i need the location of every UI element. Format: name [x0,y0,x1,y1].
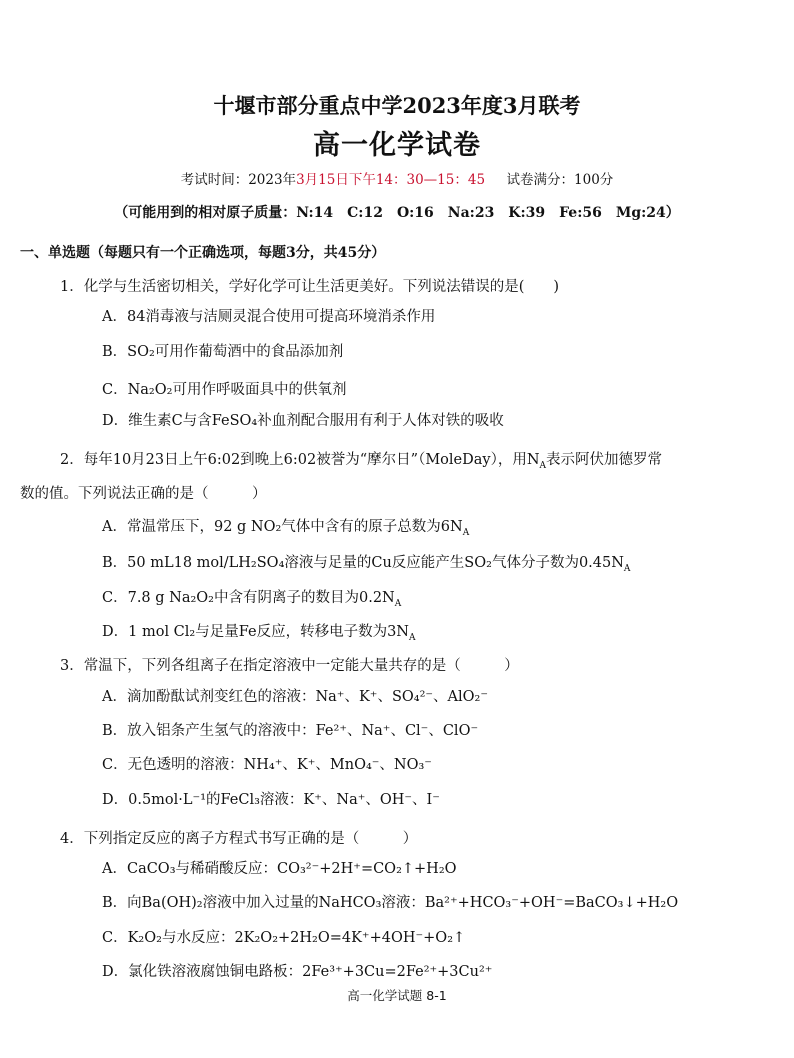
q1-option-a: A．84消毒液与洁厕灵混合使用可提高环境消杀作用 [102,309,436,325]
q4-option-b: B．向Ba(OH)₂溶液中加入过量的NaHCO₃溶液：Ba²⁺+HCO₃⁻+OH⁻=BaCO₃↓+H₂O [102,895,679,911]
q4-option-d: D．氯化铁溶液腐蚀铜电路板：2Fe³⁺+3Cu=2Fe²⁺+3Cu²⁺ [102,964,493,980]
q2-stem-line2: 数的值。下列说法正确的是（ ） [20,486,267,502]
exam-time-label: 考试时间：2023年 [180,172,297,188]
q3-option-b: B．放入铝条产生氢气的溶液中：Fe²⁺、Na⁺、Cl⁻、ClO⁻ [102,723,479,739]
section-title: 一、单选题（每题只有一个正确选项，每题3分，共45分） [20,245,386,261]
q2-option-a-text: A．常温常压下，92 g NO₂气体中含有的原子总数为6N [102,519,463,535]
exam-title: 十堰市部分重点中学2023年度3月联考 [213,93,581,118]
q2-option-b-text: B．50 mL18 mol/LH₂SO₄溶液与足量的Cu反应能产生SO₂气体分子数为0.45N [102,555,624,571]
full-score: 试卷满分：100分 [506,172,614,188]
na-sub: A [623,563,631,574]
q2-option-a [102,517,469,537]
na-sub: A [409,632,416,643]
q4-option-c: C．K₂O₂与水反应：2K₂O₂+2H₂O=4K⁺+4OH⁻+O₂↑ [102,930,466,946]
q4-stem: 4．下列指定反应的离子方程式书写正确的是（ ） [60,831,418,847]
q2-option-c [102,588,401,608]
q1-option-b: B．SO₂可用作葡萄酒中的食品添加剂 [102,344,344,360]
exam-time-value: 3月15日下午14：30—15：45 [296,172,486,188]
q3-option-a: A．滴加酚酞试剂变红色的溶液：Na⁺、K⁺、SO₄²⁻、AlO₂⁻ [102,689,489,705]
q2-stem-text: 2．每年10月23日上午6:02到晚上6:02被誉为“摩尔日”（MoleDay），用N [60,452,540,468]
q1-option-d: D．维生素C与含FeSO₄补血剂配合服用有利于人体对铁的吸收 [102,413,504,429]
q2-option-b [102,553,630,573]
exam-info [0,170,794,190]
q2-option-d-text: D．1 mol Cl₂与足量Fe反应，转移电子数为3N [102,624,409,640]
exam-subtitle: 高一化学试卷 [313,130,481,161]
page-footer: 高一化学试题 8-1 [347,988,447,1003]
q2-stem-sub: A [539,460,547,471]
atomic-masses: （可能用到的相对原子质量：N:14 C:12 O:16 Na:23 K:39 Fe:56 Mg:24） [114,205,680,221]
q1-option-c: C．Na₂O₂可用作呼吸面具中的供氧剂 [102,382,347,398]
na-sub: A [394,598,402,609]
q2-stem-line1 [60,450,662,470]
q4-option-a: A．CaCO₃与稀硝酸反应：CO₃²⁻+2H⁺=CO₂↑+H₂O [102,861,457,877]
q1-stem: 1．化学与生活密切相关，学好化学可让生活更美好。下列说法错误的是( ) [60,279,560,295]
q3-option-d: D．0.5mol·L⁻¹的FeCl₃溶液：K⁺、Na⁺、OH⁻、I⁻ [102,792,440,808]
na-sub: A [462,527,470,538]
q3-stem: 3．常温下，下列各组离子在指定溶液中一定能大量共存的是（ ） [60,658,519,674]
q3-option-c: C．无色透明的溶液：NH₄⁺、K⁺、MnO₄⁻、NO₃⁻ [102,757,432,773]
q2-option-c-text: C．7.8 g Na₂O₂中含有阴离子的数目为0.2N [102,590,395,606]
q2-option-d [102,622,416,642]
q2-stem-tail: 表示阿伏加德罗常 [546,452,663,468]
